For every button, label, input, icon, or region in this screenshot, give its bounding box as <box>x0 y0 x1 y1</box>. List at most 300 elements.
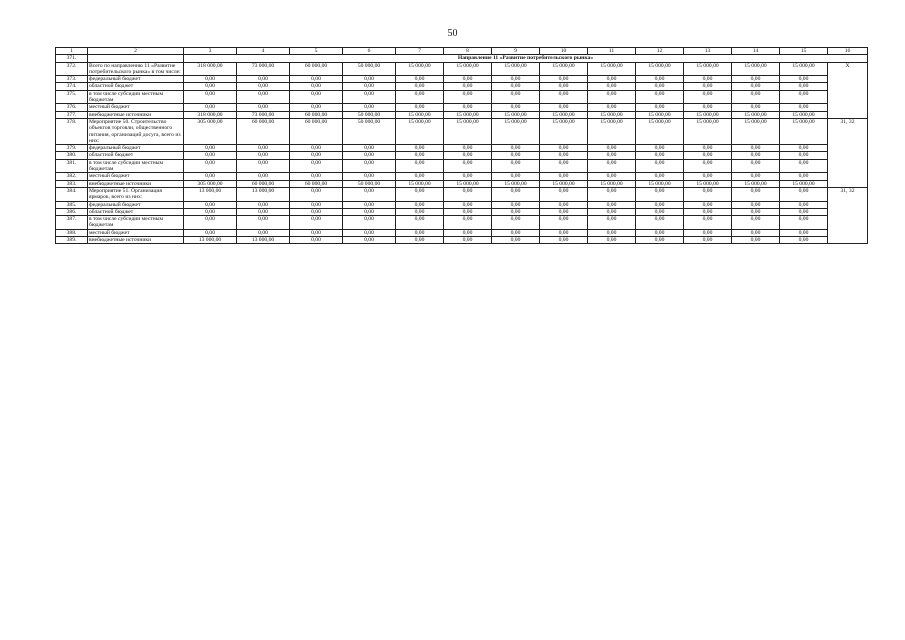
value-cell: 0,00 <box>492 83 540 90</box>
value-cell: 0,00 <box>636 201 684 208</box>
row-name: федеральный бюджет <box>88 201 184 208</box>
value-cell: 15 000,00 <box>780 180 828 187</box>
value-cell: 0,00 <box>540 173 588 180</box>
value-cell: 0,00 <box>636 90 684 104</box>
value-cell: 0,00 <box>588 159 636 173</box>
value-cell: 0,00 <box>396 187 444 201</box>
value-cell: 0,00 <box>492 159 540 173</box>
value-cell: 60 000,00 <box>290 118 343 144</box>
value-cell: 0,00 <box>184 152 237 159</box>
column-number: 4 <box>237 48 290 55</box>
value-cell: 0,00 <box>343 145 396 152</box>
value-cell: 0,00 <box>237 216 290 230</box>
value-cell: 0,00 <box>396 237 444 244</box>
value-cell: 15 000,00 <box>636 180 684 187</box>
empty-cell <box>88 55 184 62</box>
value-cell: 0,00 <box>290 201 343 208</box>
value-cell: 0,00 <box>684 83 732 90</box>
table-row <box>56 201 868 208</box>
value-cell: 0,00 <box>444 208 492 215</box>
page-number: 50 <box>447 28 458 39</box>
column-number: 1 <box>56 48 88 55</box>
row-name: областной бюджет <box>88 208 184 215</box>
budget-table <box>55 47 868 244</box>
value-cell: 0,00 <box>588 90 636 104</box>
value-cell: 0,00 <box>780 83 828 90</box>
value-cell: 0,00 <box>636 216 684 230</box>
value-cell: 0,00 <box>540 90 588 104</box>
value-cell: 15 000,00 <box>492 118 540 144</box>
row-number: 378. <box>56 118 88 144</box>
value-cell: 13 000,00 <box>184 187 237 201</box>
value-cell: 0,00 <box>636 152 684 159</box>
value-cell: 0,00 <box>343 237 396 244</box>
value-cell: 13 000,00 <box>237 237 290 244</box>
value-cell: 0,00 <box>636 83 684 90</box>
value-cell: 0,00 <box>343 229 396 236</box>
column-number: 2 <box>88 48 184 55</box>
value-cell: 0,00 <box>540 76 588 83</box>
row-number: 376. <box>56 104 88 111</box>
table-row <box>56 187 868 201</box>
row-number: 373. <box>56 76 88 83</box>
value-cell: 0,00 <box>780 216 828 230</box>
value-cell: 0,00 <box>184 173 237 180</box>
value-cell: 0,00 <box>732 145 780 152</box>
value-cell: 15 000,00 <box>732 111 780 118</box>
row-number: 383. <box>56 180 88 187</box>
column-number: 13 <box>684 48 732 55</box>
value-cell: 0,00 <box>396 173 444 180</box>
value-cell: 0,00 <box>732 104 780 111</box>
value-cell: 0,00 <box>237 90 290 104</box>
value-cell: 0,00 <box>343 159 396 173</box>
table-row <box>56 111 868 118</box>
row-name: местный бюджет <box>88 104 184 111</box>
value-cell: 0,00 <box>492 216 540 230</box>
column-number: 3 <box>184 48 237 55</box>
value-cell: 0,00 <box>492 145 540 152</box>
row-number: 380. <box>56 152 88 159</box>
value-cell: 0,00 <box>492 173 540 180</box>
value-cell: 15 000,00 <box>444 180 492 187</box>
indicator-ref-cell: 31, 32 <box>828 118 868 187</box>
value-cell: 15 000,00 <box>492 62 540 76</box>
value-cell: 0,00 <box>540 145 588 152</box>
row-number: 372. <box>56 62 88 76</box>
value-cell: 0,00 <box>684 152 732 159</box>
value-cell: 0,00 <box>636 159 684 173</box>
value-cell: 0,00 <box>290 159 343 173</box>
value-cell: 0,00 <box>540 152 588 159</box>
value-cell: 0,00 <box>290 90 343 104</box>
value-cell: 318 000,00 <box>184 62 237 76</box>
column-number: 7 <box>396 48 444 55</box>
value-cell: 0,00 <box>588 104 636 111</box>
value-cell: 0,00 <box>444 145 492 152</box>
row-number: 384. <box>56 187 88 201</box>
value-cell: 15 000,00 <box>684 118 732 144</box>
value-cell: 0,00 <box>684 173 732 180</box>
table-row <box>56 237 868 244</box>
row-number: 386. <box>56 208 88 215</box>
value-cell: 0,00 <box>343 216 396 230</box>
value-cell: 15 000,00 <box>540 62 588 76</box>
value-cell: 0,00 <box>540 201 588 208</box>
value-cell: 0,00 <box>290 76 343 83</box>
value-cell: 305 000,00 <box>184 118 237 144</box>
value-cell: 50 000,00 <box>343 180 396 187</box>
value-cell: 0,00 <box>492 208 540 215</box>
row-number: 389. <box>56 237 88 244</box>
value-cell: 0,00 <box>343 201 396 208</box>
value-cell: 0,00 <box>684 104 732 111</box>
value-cell: 15 000,00 <box>732 118 780 144</box>
value-cell: 0,00 <box>588 83 636 90</box>
section-title: Направление 11 «Развитие потребительского рынка» <box>184 55 868 62</box>
value-cell: 0,00 <box>492 104 540 111</box>
value-cell: 0,00 <box>184 76 237 83</box>
value-cell: 0,00 <box>290 104 343 111</box>
column-number: 16 <box>828 48 868 55</box>
value-cell: 0,00 <box>290 237 343 244</box>
value-cell: 0,00 <box>444 104 492 111</box>
value-cell: 0,00 <box>732 208 780 215</box>
column-number: 10 <box>540 48 588 55</box>
value-cell: 15 000,00 <box>396 180 444 187</box>
table-row <box>56 118 868 144</box>
row-name: Мероприятие 51. Организация ярмарок, всего из них: <box>88 187 184 201</box>
value-cell: 0,00 <box>184 208 237 215</box>
value-cell: 0,00 <box>290 152 343 159</box>
value-cell: 15 000,00 <box>444 118 492 144</box>
table-row <box>56 208 868 215</box>
value-cell: 0,00 <box>343 208 396 215</box>
value-cell: 0,00 <box>184 90 237 104</box>
value-cell: 0,00 <box>540 159 588 173</box>
value-cell: 0,00 <box>237 76 290 83</box>
value-cell: 0,00 <box>780 208 828 215</box>
value-cell: 0,00 <box>636 229 684 236</box>
value-cell: 0,00 <box>290 173 343 180</box>
table-row <box>56 104 868 111</box>
value-cell: 0,00 <box>780 173 828 180</box>
table-row <box>56 145 868 152</box>
value-cell: 15 000,00 <box>684 180 732 187</box>
row-number: 375. <box>56 90 88 104</box>
table-row <box>56 83 868 90</box>
value-cell: 0,00 <box>290 208 343 215</box>
value-cell: 0,00 <box>732 237 780 244</box>
value-cell: 0,00 <box>636 187 684 201</box>
value-cell: 0,00 <box>732 152 780 159</box>
column-number: 6 <box>343 48 396 55</box>
value-cell: 0,00 <box>780 229 828 236</box>
value-cell: 0,00 <box>732 216 780 230</box>
value-cell: 0,00 <box>684 208 732 215</box>
value-cell: 0,00 <box>237 201 290 208</box>
value-cell: 0,00 <box>343 90 396 104</box>
value-cell: 0,00 <box>444 229 492 236</box>
value-cell: 0,00 <box>343 104 396 111</box>
value-cell: 0,00 <box>343 173 396 180</box>
table-row <box>56 76 868 83</box>
value-cell: 0,00 <box>636 173 684 180</box>
value-cell: 15 000,00 <box>588 62 636 76</box>
value-cell: 0,00 <box>492 76 540 83</box>
value-cell: 0,00 <box>343 187 396 201</box>
value-cell: 15 000,00 <box>540 111 588 118</box>
value-cell: 0,00 <box>184 216 237 230</box>
value-cell: 0,00 <box>237 173 290 180</box>
value-cell: 60 000,00 <box>290 111 343 118</box>
value-cell: 0,00 <box>636 208 684 215</box>
row-name: федеральный бюджет <box>88 145 184 152</box>
row-number: 388. <box>56 229 88 236</box>
value-cell: 0,00 <box>540 208 588 215</box>
value-cell: 0,00 <box>396 201 444 208</box>
column-number: 8 <box>444 48 492 55</box>
value-cell: 0,00 <box>684 159 732 173</box>
value-cell: 0,00 <box>492 229 540 236</box>
value-cell: 0,00 <box>780 201 828 208</box>
table-row <box>56 62 868 76</box>
value-cell: 0,00 <box>588 201 636 208</box>
value-cell: 0,00 <box>732 76 780 83</box>
column-number: 5 <box>290 48 343 55</box>
value-cell: 0,00 <box>540 216 588 230</box>
row-name: в том числе субсидии местным бюджетам <box>88 159 184 173</box>
value-cell: 0,00 <box>444 216 492 230</box>
table-row <box>56 152 868 159</box>
value-cell: 0,00 <box>444 159 492 173</box>
value-cell: 0,00 <box>780 187 828 201</box>
value-cell: 0,00 <box>444 173 492 180</box>
row-number: 385. <box>56 201 88 208</box>
value-cell: 15 000,00 <box>780 62 828 76</box>
value-cell: 0,00 <box>343 152 396 159</box>
value-cell: 0,00 <box>444 237 492 244</box>
value-cell: 60 000,00 <box>237 180 290 187</box>
value-cell: 0,00 <box>184 145 237 152</box>
value-cell: 0,00 <box>588 76 636 83</box>
value-cell: 0,00 <box>684 90 732 104</box>
row-name: внебюджетные источники <box>88 111 184 118</box>
row-name: Мероприятие 50. Строительство объектов торговли, общественного питания, организаций досуга, всего из них: <box>88 118 184 144</box>
table-row <box>56 180 868 187</box>
value-cell: 0,00 <box>184 159 237 173</box>
value-cell: 0,00 <box>492 187 540 201</box>
value-cell: 0,00 <box>636 237 684 244</box>
row-name: в том числе субсидии местным бюджетам <box>88 90 184 104</box>
value-cell: 15 000,00 <box>780 118 828 144</box>
value-cell: 0,00 <box>290 145 343 152</box>
table-body <box>56 48 868 244</box>
value-cell: 0,00 <box>684 229 732 236</box>
table-row <box>56 90 868 104</box>
row-name: Всего по направлению 11 «Развитие потребительского рынка» в том числе: <box>88 62 184 76</box>
value-cell: 0,00 <box>237 208 290 215</box>
value-cell: 15 000,00 <box>444 111 492 118</box>
table-row <box>56 229 868 236</box>
value-cell: 0,00 <box>780 76 828 83</box>
row-name: внебюджетные источники <box>88 237 184 244</box>
value-cell: 15 000,00 <box>636 118 684 144</box>
column-number: 11 <box>588 48 636 55</box>
value-cell: 0,00 <box>588 173 636 180</box>
value-cell: 0,00 <box>732 173 780 180</box>
value-cell: 0,00 <box>290 216 343 230</box>
value-cell: 0,00 <box>237 152 290 159</box>
value-cell: 0,00 <box>237 104 290 111</box>
value-cell: 60 000,00 <box>237 118 290 144</box>
row-name: внебюджетные источники <box>88 180 184 187</box>
value-cell: 50 000,00 <box>343 118 396 144</box>
value-cell: 0,00 <box>540 187 588 201</box>
value-cell: 0,00 <box>732 83 780 90</box>
row-name: местный бюджет <box>88 229 184 236</box>
value-cell: 15 000,00 <box>684 111 732 118</box>
value-cell: 0,00 <box>636 76 684 83</box>
value-cell: 0,00 <box>290 187 343 201</box>
value-cell: 15 000,00 <box>780 111 828 118</box>
value-cell: 50 000,00 <box>343 111 396 118</box>
value-cell: 15 000,00 <box>588 118 636 144</box>
value-cell: 0,00 <box>444 83 492 90</box>
value-cell: 0,00 <box>184 83 237 90</box>
value-cell: 0,00 <box>588 187 636 201</box>
value-cell: 0,00 <box>492 201 540 208</box>
value-cell: 0,00 <box>780 145 828 152</box>
value-cell: 0,00 <box>492 237 540 244</box>
value-cell: 15 000,00 <box>492 111 540 118</box>
value-cell: 0,00 <box>540 104 588 111</box>
value-cell: 0,00 <box>396 76 444 83</box>
value-cell: 0,00 <box>732 229 780 236</box>
row-name: федеральный бюджет <box>88 76 184 83</box>
value-cell: 13 000,00 <box>237 187 290 201</box>
value-cell: 0,00 <box>780 90 828 104</box>
value-cell: 0,00 <box>396 145 444 152</box>
value-cell: 0,00 <box>343 76 396 83</box>
value-cell: 0,00 <box>780 237 828 244</box>
value-cell: 15 000,00 <box>636 62 684 76</box>
value-cell: 15 000,00 <box>396 118 444 144</box>
value-cell: 0,00 <box>237 145 290 152</box>
value-cell: 15 000,00 <box>732 180 780 187</box>
value-cell: 15 000,00 <box>540 180 588 187</box>
value-cell: 0,00 <box>492 90 540 104</box>
value-cell: 0,00 <box>396 208 444 215</box>
value-cell: 0,00 <box>184 229 237 236</box>
column-number: 15 <box>780 48 828 55</box>
value-cell: 0,00 <box>396 159 444 173</box>
value-cell: 0,00 <box>780 152 828 159</box>
value-cell: 15 000,00 <box>684 62 732 76</box>
value-cell: 0,00 <box>732 90 780 104</box>
column-number-row <box>56 48 868 55</box>
value-cell: 0,00 <box>780 104 828 111</box>
value-cell: 0,00 <box>780 159 828 173</box>
row-number: 379. <box>56 145 88 152</box>
value-cell: 15 000,00 <box>444 62 492 76</box>
column-number: 9 <box>492 48 540 55</box>
value-cell: 0,00 <box>396 216 444 230</box>
row-name: в том числе субсидии местным бюджетам <box>88 216 184 230</box>
value-cell: 15 000,00 <box>396 111 444 118</box>
value-cell: 318 000,00 <box>184 111 237 118</box>
value-cell: 15 000,00 <box>636 111 684 118</box>
row-number: 371. <box>56 55 88 62</box>
indicator-ref-cell: X <box>828 62 868 118</box>
value-cell: 0,00 <box>684 145 732 152</box>
value-cell: 15 000,00 <box>588 180 636 187</box>
value-cell: 0,00 <box>588 216 636 230</box>
value-cell: 50 000,00 <box>343 62 396 76</box>
row-name: местный бюджет <box>88 173 184 180</box>
value-cell: 15 000,00 <box>396 62 444 76</box>
value-cell: 0,00 <box>444 187 492 201</box>
value-cell: 0,00 <box>588 237 636 244</box>
value-cell: 15 000,00 <box>588 111 636 118</box>
value-cell: 0,00 <box>636 104 684 111</box>
value-cell: 0,00 <box>684 76 732 83</box>
value-cell: 0,00 <box>636 145 684 152</box>
row-number: 382. <box>56 173 88 180</box>
section-row <box>56 55 868 62</box>
value-cell: 0,00 <box>492 152 540 159</box>
value-cell: 0,00 <box>540 83 588 90</box>
row-number: 374. <box>56 83 88 90</box>
value-cell: 0,00 <box>396 229 444 236</box>
column-number: 12 <box>636 48 684 55</box>
value-cell: 0,00 <box>290 83 343 90</box>
value-cell: 0,00 <box>732 187 780 201</box>
value-cell: 0,00 <box>444 152 492 159</box>
value-cell: 0,00 <box>237 159 290 173</box>
value-cell: 15 000,00 <box>540 118 588 144</box>
value-cell: 0,00 <box>184 104 237 111</box>
row-name: областной бюджет <box>88 83 184 90</box>
value-cell: 0,00 <box>396 83 444 90</box>
value-cell: 0,00 <box>290 229 343 236</box>
value-cell: 0,00 <box>588 208 636 215</box>
table-row <box>56 159 868 173</box>
value-cell: 0,00 <box>540 229 588 236</box>
value-cell: 73 000,00 <box>237 111 290 118</box>
value-cell: 0,00 <box>732 201 780 208</box>
column-number: 14 <box>732 48 780 55</box>
indicator-ref-cell: 31, 32 <box>828 187 868 243</box>
value-cell: 0,00 <box>684 187 732 201</box>
row-number: 377. <box>56 111 88 118</box>
value-cell: 0,00 <box>684 237 732 244</box>
value-cell: 0,00 <box>396 152 444 159</box>
table-row <box>56 216 868 230</box>
value-cell: 0,00 <box>396 104 444 111</box>
value-cell: 0,00 <box>684 201 732 208</box>
value-cell: 0,00 <box>540 237 588 244</box>
value-cell: 0,00 <box>343 83 396 90</box>
value-cell: 0,00 <box>588 229 636 236</box>
value-cell: 305 000,00 <box>184 180 237 187</box>
value-cell: 0,00 <box>684 216 732 230</box>
value-cell: 0,00 <box>588 145 636 152</box>
value-cell: 73 000,00 <box>237 62 290 76</box>
table-row <box>56 173 868 180</box>
row-number: 387. <box>56 216 88 230</box>
value-cell: 0,00 <box>444 76 492 83</box>
